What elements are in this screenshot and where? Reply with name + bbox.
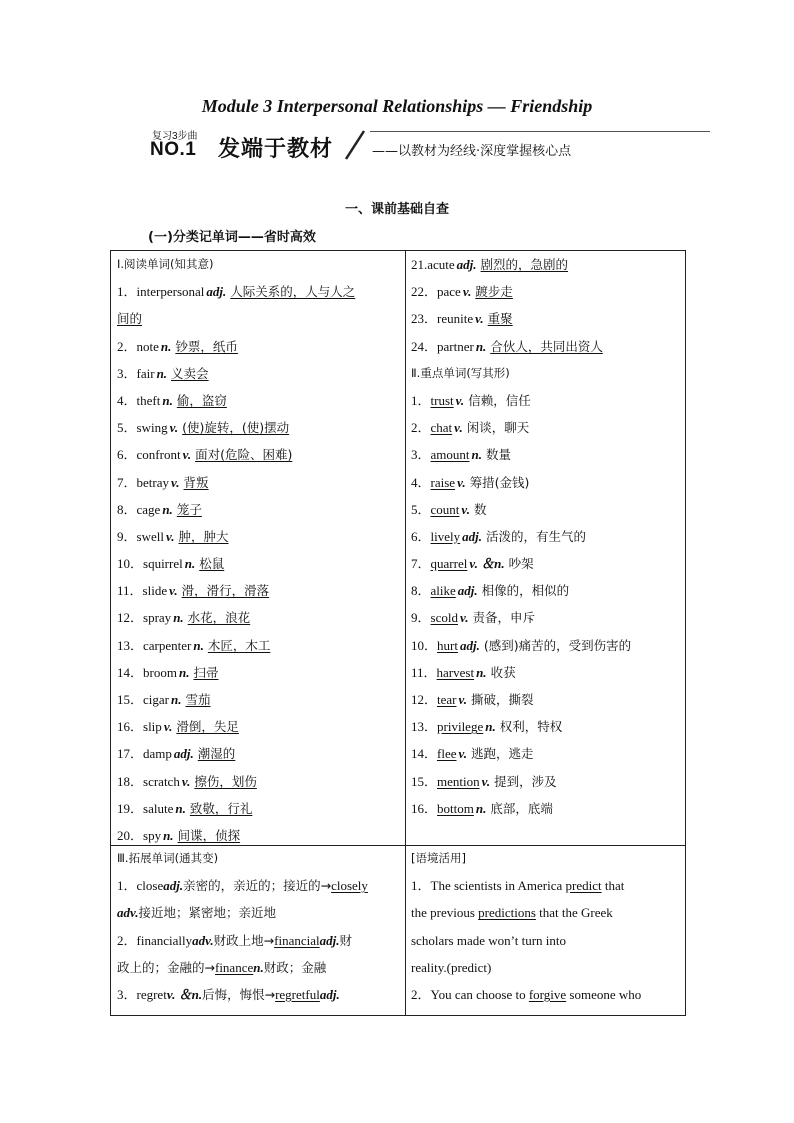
answer-blank: closely xyxy=(331,878,368,894)
vocab-entry xyxy=(411,550,681,577)
answer-blank: predict xyxy=(565,878,602,894)
entry-part-of-speech: n. xyxy=(175,800,186,816)
vocab-entry xyxy=(117,360,401,387)
entry-meaning: 笼子 xyxy=(176,501,202,517)
entry-meaning: 潮湿的 xyxy=(197,746,236,762)
vocab-entry xyxy=(411,795,681,822)
entry-meaning: 擦伤，划伤 xyxy=(194,773,257,789)
entry-part-of-speech: v. xyxy=(459,610,469,626)
entry-word: acute xyxy=(427,257,455,272)
entry-part-of-speech: v. xyxy=(458,746,468,762)
entry-word: interpersonal xyxy=(136,284,205,300)
entry-meaning: 滑倒，失足 xyxy=(176,719,239,735)
entry-number: 18． xyxy=(117,773,144,789)
entry-part-of-speech: n. xyxy=(162,392,173,408)
vocab-entry xyxy=(411,414,681,441)
slash-divider-icon xyxy=(340,127,370,161)
entry-word: scratch xyxy=(143,773,180,789)
entry-word: swell xyxy=(136,528,164,544)
entry-word: damp xyxy=(143,746,172,762)
entry-word: scold xyxy=(430,610,458,626)
extended-line: adv.接近地；紧密地；亲近地 xyxy=(117,905,277,921)
entry-word: privilege xyxy=(437,719,484,735)
entry-number: 15． xyxy=(117,692,144,707)
entry-part-of-speech: n. xyxy=(162,501,173,517)
vocab-entry xyxy=(117,414,401,441)
vocab-entry xyxy=(117,713,401,740)
entry-part-of-speech: v. xyxy=(181,773,191,789)
extended-line: 1．closeadj.亲密的，亲近的；接近的→closely xyxy=(117,878,368,894)
context-line: the previous predictions that the Greek xyxy=(411,905,613,921)
entry-word: slide xyxy=(142,583,168,599)
vocab-entry xyxy=(117,795,401,822)
entry-word: betray xyxy=(136,474,169,490)
banner-rule xyxy=(370,131,710,132)
entry-meaning: 钞票，纸币 xyxy=(175,338,238,354)
context-usage-column xyxy=(411,845,681,1008)
entry-number: 4． xyxy=(411,474,431,490)
vocab-entry xyxy=(117,278,401,305)
entry-word: fair xyxy=(136,365,155,381)
vocab-entry xyxy=(411,768,681,795)
entry-part-of-speech: v. xyxy=(475,311,484,327)
vocab-entry xyxy=(411,632,681,659)
column-divider xyxy=(405,251,406,845)
entry-word: quarrel xyxy=(430,556,468,572)
entry-word: raise xyxy=(430,474,456,490)
vocab-entry xyxy=(117,577,401,604)
entry-number: 3． xyxy=(117,365,137,381)
entry-meaning: 水花，浪花 xyxy=(187,610,251,626)
entry-word: amount xyxy=(430,447,470,463)
entry-part-of-speech: n. xyxy=(171,692,182,707)
entry-word: confront xyxy=(136,447,181,463)
entry-number: 2． xyxy=(411,420,431,436)
entry-part-of-speech: v. xyxy=(481,773,491,789)
entry-part-of-speech: n. xyxy=(475,338,487,354)
entry-word: mention xyxy=(437,773,480,789)
entry-word: slip xyxy=(143,719,162,735)
vocab-entry xyxy=(117,441,401,468)
entry-meaning: 雪茄 xyxy=(185,692,211,707)
page-title: Module 3 Interpersonal Relationships — Friendship xyxy=(201,96,593,116)
entry-meaning: 间谍，侦探 xyxy=(177,827,241,843)
context-line: 1．The scientists in America predict that xyxy=(411,878,625,894)
vocab-entry xyxy=(117,387,401,414)
entry-part-of-speech: n. xyxy=(184,556,196,572)
entry-part-of-speech: adj. xyxy=(173,746,194,762)
entry-meaning: 闲谈，聊天 xyxy=(466,420,530,436)
entry-part-of-speech: n. xyxy=(476,664,487,680)
entry-part-of-speech: n. xyxy=(173,610,184,626)
entry-meaning: 收获 xyxy=(490,664,516,680)
entry-meaning: 间的 xyxy=(117,311,143,327)
entry-meaning: 松鼠 xyxy=(199,556,225,572)
entry-part-of-speech: v. xyxy=(454,420,463,436)
entry-word: theft xyxy=(136,392,161,408)
entry-word: chat xyxy=(430,420,453,436)
key-words-column xyxy=(411,251,681,822)
entry-meaning: 筹措(金钱) xyxy=(469,474,530,490)
vocab-entry xyxy=(411,713,681,740)
answer-blank: forgive xyxy=(528,986,567,1002)
entry-meaning: 义卖会 xyxy=(171,365,209,381)
entry-part-of-speech: v. xyxy=(171,474,180,490)
answer-blank: financial xyxy=(274,932,320,948)
entry-number: 6． xyxy=(411,528,431,544)
vocab-entry xyxy=(117,523,401,550)
banner-subtitle: ——以教材为经线·深度掌握核心点 xyxy=(372,144,572,159)
entry-number: 5． xyxy=(117,420,137,436)
entry-part-of-speech: n. xyxy=(156,365,168,381)
extended-words-column xyxy=(117,845,401,1008)
reading-words-column xyxy=(117,251,401,849)
entry-meaning: 合伙人，共同出资人 xyxy=(490,338,603,354)
entry-number: 14． xyxy=(411,746,438,762)
vocab-table-bottom xyxy=(110,845,686,1016)
vocab-entry xyxy=(411,496,681,523)
vocab-entry-continuation xyxy=(117,305,401,332)
entry-part-of-speech: adj. xyxy=(206,284,227,300)
entry-number: 6． xyxy=(117,447,137,463)
vocab-entry xyxy=(411,387,681,414)
entry-word: spray xyxy=(143,610,172,626)
entry-number: 20． xyxy=(117,827,144,843)
vocab-entry xyxy=(117,604,401,631)
entry-number: 7． xyxy=(117,474,137,490)
entry-word: tear xyxy=(437,692,457,707)
entry-part-of-speech: v. xyxy=(457,474,466,490)
vocab-entry xyxy=(117,469,401,496)
entry-number: 12． xyxy=(411,692,438,707)
entry-meaning: 肿，肿大 xyxy=(178,528,229,544)
vocab-entry xyxy=(411,659,681,686)
vocab-entry xyxy=(411,523,681,550)
section-title: 一、课前基础自查 xyxy=(344,202,449,217)
vocab-entry xyxy=(117,686,401,713)
entry-word: pace xyxy=(437,284,461,300)
vocab-entry xyxy=(411,604,681,631)
entry-meaning: (感到)痛苦的，受到伤害的 xyxy=(483,637,632,653)
entry-number: 19． xyxy=(117,800,144,816)
entry-part-of-speech: v. xyxy=(163,719,173,735)
vocab-entry xyxy=(117,740,401,767)
vocab-entry xyxy=(117,496,401,523)
entry-number: 14． xyxy=(117,664,144,680)
entry-meaning: 活泼的，有生气的 xyxy=(486,528,587,544)
entry-number: 9． xyxy=(117,528,137,544)
entry-meaning: 人际关系的，人与人之 xyxy=(230,284,356,300)
entry-part-of-speech: n. xyxy=(475,800,487,816)
entry-word: spy xyxy=(143,827,162,843)
entry-number: 3． xyxy=(411,447,431,463)
entry-part-of-speech: v. xyxy=(169,583,178,599)
extended-line: 3．regretv. ＆n.后悔，悔恨→regretfuladj. xyxy=(117,986,340,1002)
entry-meaning: 致敬，行礼 xyxy=(189,800,253,816)
entry-word: note xyxy=(136,338,159,354)
entry-meaning: 责备，申斥 xyxy=(472,610,536,626)
banner-step: 复习3步曲 xyxy=(152,131,198,142)
entry-meaning: 权利，特权 xyxy=(499,719,563,735)
entry-meaning: 相像的，相似的 xyxy=(481,583,570,599)
context-line: reality.(predict) xyxy=(411,959,492,975)
entry-meaning: 撕破，撕裂 xyxy=(471,692,534,707)
entry-number: 8． xyxy=(117,501,137,517)
vocab-entry xyxy=(411,278,681,305)
entry-word: bottom xyxy=(437,800,474,816)
entry-meaning: 扫帚 xyxy=(193,664,219,680)
entry-word: partner xyxy=(437,338,474,354)
vocab-entry xyxy=(117,659,401,686)
entry-word: flee xyxy=(437,746,457,762)
entry-part-of-speech: v. ＆n. xyxy=(469,556,505,572)
entry-number: 13． xyxy=(411,719,438,735)
vocab-entry xyxy=(411,441,681,468)
entry-number: 16． xyxy=(411,800,438,816)
vocab-entry xyxy=(117,550,401,577)
entry-meaning: 数量 xyxy=(486,447,512,463)
entry-number: 11． xyxy=(117,583,143,599)
entry-meaning: 逃跑，逃走 xyxy=(471,746,534,762)
entry-number: 21. xyxy=(411,257,428,272)
answer-blank: predictions xyxy=(478,905,536,921)
entry-number: 12． xyxy=(117,610,144,626)
entry-part-of-speech: n. xyxy=(193,637,204,653)
vocab-entry xyxy=(411,577,681,604)
entry-part-of-speech: adj. xyxy=(456,257,477,272)
entry-word: broom xyxy=(143,664,177,680)
entry-word: harvest xyxy=(436,664,475,680)
entry-part-of-speech: adj. xyxy=(462,528,482,544)
entry-part-of-speech: v. xyxy=(461,501,470,517)
entry-part-of-speech: v. xyxy=(169,420,179,436)
entry-part-of-speech: v. xyxy=(455,392,465,408)
entry-meaning: 重聚 xyxy=(487,311,513,327)
answer-blank: regretful xyxy=(275,986,320,1002)
entry-meaning: 踱步走 xyxy=(475,284,513,300)
entry-number: 17． xyxy=(117,746,144,762)
entry-part-of-speech: n. xyxy=(471,447,482,463)
entry-word: carpenter xyxy=(143,637,192,653)
banner-heading: 发端于教材 xyxy=(218,137,334,162)
entry-meaning: (使)旋转，(使)摆动 xyxy=(182,420,290,436)
entry-number: 1． xyxy=(117,284,137,300)
vocab-entry xyxy=(117,333,401,360)
subsection-title: (一)分类记单词——省时高效 xyxy=(148,230,316,245)
context-line: 2．You can choose to forgive someone who xyxy=(411,986,642,1002)
key-words-heading: Ⅱ.重点单词(写其形) xyxy=(411,365,510,380)
entry-meaning: 吵架 xyxy=(508,556,534,572)
entry-word: salute xyxy=(143,800,174,816)
vocab-entry xyxy=(411,469,681,496)
banner-number: NO.1 xyxy=(150,139,197,160)
entry-meaning: 提到，涉及 xyxy=(494,773,557,789)
reading-words-heading: Ⅰ.阅读单词(知其意) xyxy=(117,257,214,271)
vocab-table-top xyxy=(110,250,686,846)
vocab-entry xyxy=(117,632,401,659)
entry-part-of-speech: n. xyxy=(163,827,174,843)
vocab-entry xyxy=(411,686,681,713)
entry-part-of-speech: n. xyxy=(178,664,190,680)
column-divider xyxy=(405,845,406,1015)
entry-meaning: 面对(危险、困难) xyxy=(195,447,293,463)
entry-number: 10． xyxy=(117,556,144,572)
entry-number: 4． xyxy=(117,392,137,408)
entry-meaning: 信赖，信任 xyxy=(468,392,531,408)
entry-word: count xyxy=(430,501,460,517)
entry-number: 15． xyxy=(411,773,438,789)
entry-meaning: 剧烈的，急剧的 xyxy=(480,257,569,272)
entry-meaning: 偷，盗窃 xyxy=(176,392,227,408)
entry-word: trust xyxy=(430,392,454,408)
entry-number: 9． xyxy=(411,610,431,626)
entry-number: 2． xyxy=(117,338,137,354)
context-line: scholars made won’t turn into xyxy=(411,932,567,948)
extended-line: 2．financiallyadv.财政上地→financialadj.财 xyxy=(117,932,352,948)
vocab-entry xyxy=(117,768,401,795)
entry-word: swing xyxy=(136,420,168,436)
entry-meaning: 背叛 xyxy=(183,474,209,490)
vocab-entry xyxy=(411,740,681,767)
entry-meaning: 底部，底端 xyxy=(490,800,553,816)
entry-part-of-speech: v. xyxy=(182,447,192,463)
entry-number: 22． xyxy=(411,284,438,300)
entry-number: 24． xyxy=(411,338,438,354)
section-banner xyxy=(150,127,710,163)
entry-number: 1． xyxy=(411,392,431,408)
extended-line: 政上的；金融的→financen.财政；金融 xyxy=(117,959,327,975)
extended-words-heading: Ⅲ.拓展单词(通其变) xyxy=(117,851,219,865)
vocab-entry xyxy=(411,333,681,360)
vocab-entry xyxy=(411,305,681,332)
entry-part-of-speech: adj. xyxy=(459,637,480,653)
entry-word: cage xyxy=(136,501,161,517)
vocab-entry xyxy=(411,251,681,278)
entry-word: reunite xyxy=(437,311,474,327)
entry-part-of-speech: n. xyxy=(160,338,172,354)
entry-word: cigar xyxy=(143,692,169,707)
entry-meaning: 数 xyxy=(473,501,487,517)
entry-number: 7． xyxy=(411,556,431,572)
entry-number: 11． xyxy=(411,664,437,680)
entry-part-of-speech: v. xyxy=(462,284,472,300)
entry-number: 13． xyxy=(117,637,144,653)
entry-number: 16． xyxy=(117,719,144,735)
entry-meaning: 木匠，木工 xyxy=(207,637,271,653)
entry-word: squirrel xyxy=(143,556,183,572)
entry-number: 10． xyxy=(411,637,438,653)
entry-number: 23． xyxy=(411,311,438,327)
context-usage-heading: [语境活用] xyxy=(411,851,466,865)
entry-word: lively xyxy=(430,528,461,544)
entry-number: 8． xyxy=(411,583,431,599)
entry-part-of-speech: v. xyxy=(165,528,175,544)
entry-number: 5． xyxy=(411,501,431,517)
entry-word: hurt xyxy=(437,637,458,653)
entry-word: alike xyxy=(430,583,456,599)
entry-part-of-speech: adj. xyxy=(457,583,478,599)
answer-blank: finance xyxy=(214,959,254,975)
entry-part-of-speech: n. xyxy=(485,719,496,735)
entry-meaning: 滑，滑行，滑落 xyxy=(181,583,270,599)
entry-part-of-speech: v. xyxy=(458,692,468,707)
